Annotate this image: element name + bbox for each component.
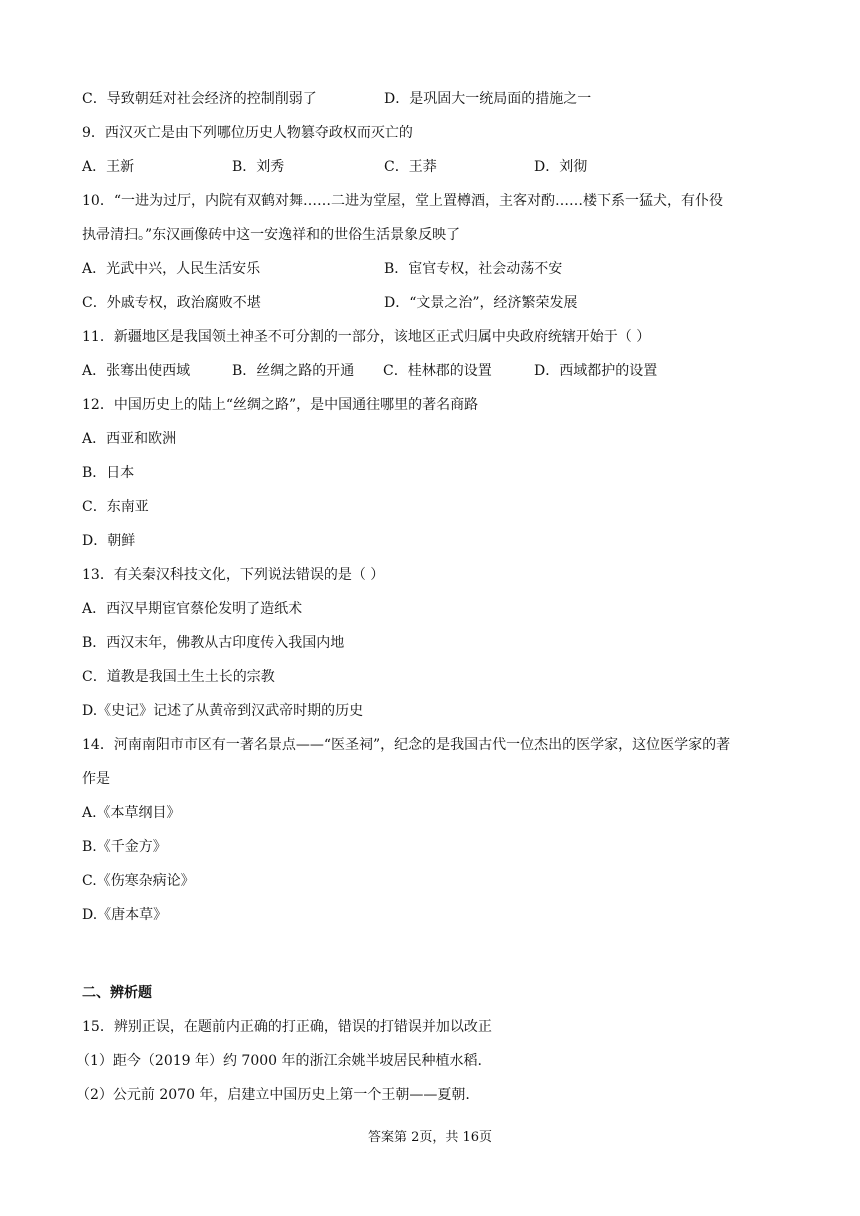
q15-item-1: （1）距今（2019 年）约 7000 年的浙江余姚半坡居民种植水稻. [76,1053,482,1069]
q14-option-b: B.《千金方》 [82,839,167,855]
q9-option-c: C．王莽 [384,159,437,175]
q15-item-2: （2）公元前 2070 年，启建立中国历史上第一个王朝——夏朝. [76,1087,470,1103]
q10-option-c: C．外戚专权，政治腐败不堪 [82,295,261,311]
q14-stem-line1: 14．河南南阳市市区有一著名景点——“医圣祠”，纪念的是我国古代一位杰出的医学家，这位医学家的著 [82,737,731,753]
q9-option-b: B．刘秀 [232,159,285,175]
q10-option-d: D．“文景之治”，经济繁荣发展 [384,295,578,311]
q12-option-b: B．日本 [82,465,135,481]
q14-option-d: D.《唐本草》 [82,907,168,923]
q9-stem: 9．西汉灭亡是由下列哪位历史人物篡夺政权而灭亡的 [82,125,413,141]
q11-option-d: D．西域都护的设置 [534,363,658,379]
q8-option-c: C．导致朝廷对社会经济的控制削弱了 [82,91,317,107]
q12-option-d: D．朝鲜 [82,533,136,549]
q12-stem: 12．中国历史上的陆上“丝绸之路”，是中国通往哪里的著名商路 [82,397,479,413]
q10-stem-line1: 10．“一进为过厅，内院有双鹤对舞……二进为堂屋，堂上置樽酒，主客对酌……楼下系一猛犬，有仆役 [82,193,723,209]
q13-option-c: C．道教是我国土生土长的宗教 [82,669,275,685]
q11-option-c: C．桂林郡的设置 [383,363,492,379]
q10-stem-line2: 执帚清扫。”东汉画像砖中这一安逸祥和的世俗生活景象反映了 [82,227,461,243]
page-footer: 答案第 2页，共 16页 [367,1130,493,1145]
q8-option-d: D．是巩固大一统局面的措施之一 [384,91,592,107]
q14-option-a: A.《本草纲目》 [82,805,181,821]
q13-option-b: B．西汉末年，佛教从古印度传入我国内地 [82,635,345,651]
q14-stem-line2: 作是 [82,771,110,787]
q13-stem: 13．有关秦汉科技文化，下列说法错误的是（ ） [82,567,385,583]
q9-option-a: A．王新 [82,159,135,175]
q12-option-c: C．东南亚 [82,499,149,515]
q11-option-a: A．张骞出使西域 [82,363,191,379]
q11-stem: 11．新疆地区是我国领土神圣不可分割的一部分，该地区正式归属中央政府统辖开始于（ ） [82,329,651,345]
q15-stem: 15．辨别正误，在题前内正确的打正确，错误的打错误并加以改正 [82,1019,492,1035]
q14-option-c: C.《伤寒杂病论》 [82,873,195,889]
q9-option-d: D．刘彻 [534,159,588,175]
q10-option-b: B．宦官专权，社会动荡不安 [384,261,563,277]
q13-option-d: D.《史记》记述了从黄帝到汉武帝时期的历史 [82,703,364,719]
q13-option-a: A．西汉早期宦官蔡伦发明了造纸术 [82,601,303,617]
q11-option-b: B．丝绸之路的开通 [232,363,355,379]
q12-option-a: A．西亚和欧洲 [82,431,177,447]
q10-option-a: A．光武中兴，人民生活安乐 [82,261,261,277]
section-heading: 二、辨析题 [82,985,152,1001]
